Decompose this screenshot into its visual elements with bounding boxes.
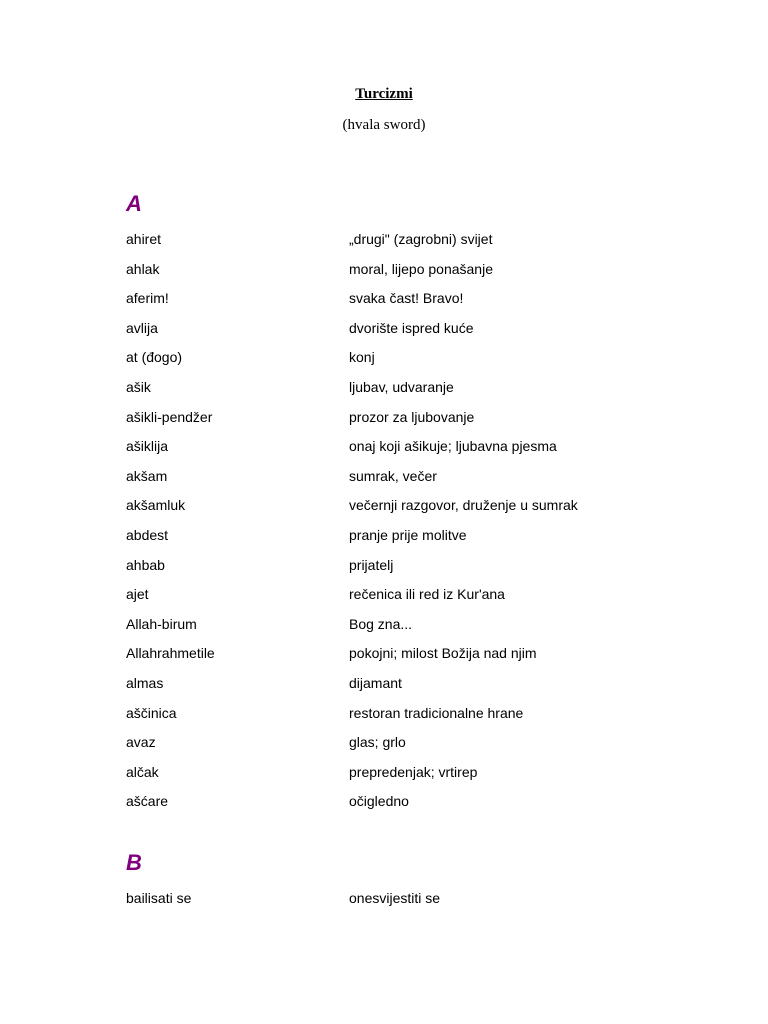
entry-meaning: Bog zna... <box>349 615 413 632</box>
section-letter-a: A <box>126 191 142 216</box>
entry-meaning: pranje prije molitve <box>349 526 467 543</box>
entry-term: akšamluk <box>126 497 186 514</box>
entry-meaning: konj <box>349 349 375 366</box>
entry-term: almas <box>126 674 164 691</box>
entry-meaning: sumrak, večer <box>349 467 437 484</box>
entry-meaning: prepredenjak; vrtirep <box>349 763 478 780</box>
document-subtitle: (hvala sword) <box>342 117 426 133</box>
entry-term: ajet <box>126 586 149 603</box>
entry-term: at (đogo) <box>126 349 183 366</box>
entry-meaning: dijamant <box>349 674 402 691</box>
entry-term: ahbab <box>126 556 165 573</box>
entry-meaning: očigledno <box>349 793 409 810</box>
entry-term: alčak <box>126 763 159 780</box>
section-letter-b: B <box>126 850 142 875</box>
entry-meaning: onesvijestiti se <box>349 890 441 906</box>
document-title: Turcizmi <box>355 86 413 102</box>
entry-term: aferim! <box>126 290 169 307</box>
entry-term: aščinica <box>126 704 177 721</box>
entry-term: abdest <box>126 526 169 543</box>
entry-term: ašik <box>126 378 151 395</box>
entry-meaning: dvorište ispred kuće <box>349 319 474 336</box>
entry-term: Allah-birum <box>126 615 197 632</box>
entry-meaning: pokojni; milost Božija nad njim <box>349 645 537 662</box>
entry-term: ašiklija <box>126 438 169 455</box>
entry-meaning: svaka čast! Bravo! <box>349 290 464 307</box>
entry-term: akšam <box>126 467 168 484</box>
entry-meaning: rečenica ili red iz Kur'ana <box>349 586 505 603</box>
entry-term: ašćare <box>126 793 169 810</box>
entry-term: avaz <box>126 734 156 751</box>
entry-term: avlija <box>126 319 158 336</box>
entry-term: ahiret <box>126 231 162 247</box>
entry-meaning: moral, lijepo ponašanje <box>349 260 493 277</box>
entry-meaning: restoran tradicionalne hrane <box>349 704 524 721</box>
entry-term: ahlak <box>126 260 160 277</box>
entry-meaning: prijatelj <box>349 556 394 573</box>
entry-meaning: „drugi" (zagrobni) svijet <box>349 231 493 247</box>
entry-meaning: onaj koji ašikuje; ljubavna pjesma <box>349 438 557 455</box>
entry-meaning: glas; grlo <box>349 734 406 751</box>
entry-meaning: ljubav, udvaranje <box>349 378 454 395</box>
entry-term: ašikli-pendžer <box>126 408 213 425</box>
entry-meaning: večernji razgovor, druženje u sumrak <box>349 497 578 514</box>
entry-meaning: prozor za ljubovanje <box>349 408 475 425</box>
entry-term: Allahrahmetile <box>126 645 215 662</box>
entry-term: bailisati se <box>126 890 192 906</box>
